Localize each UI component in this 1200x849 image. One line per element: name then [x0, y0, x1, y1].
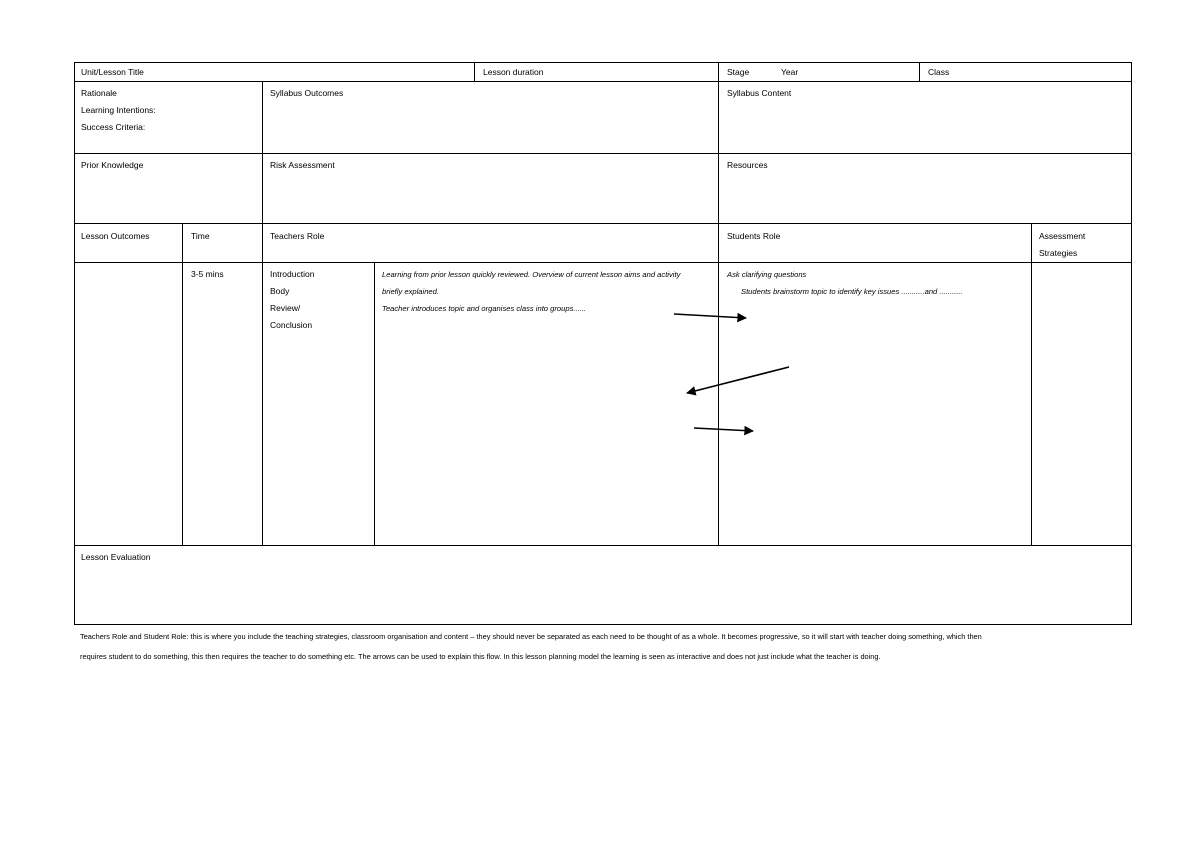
stage-label: Stage [727, 67, 750, 77]
year-label: Year [781, 67, 799, 77]
strategies-label: Strategies [1039, 248, 1078, 258]
syllabus-outcomes-label: Syllabus Outcomes [270, 88, 344, 98]
time-value: 3-5 mins [191, 269, 224, 279]
risk-assessment-label: Risk Assessment [270, 160, 335, 170]
teachers-role-label: Teachers Role [270, 231, 325, 241]
teacher-note-2: briefly explained. [382, 287, 439, 296]
syllabus-content-label: Syllabus Content [727, 88, 792, 98]
teacher-note-1: Learning from prior lesson quickly reviewed. Overview of current lesson aims and activity [382, 270, 681, 279]
time-label: Time [191, 231, 210, 241]
unit-title-label: Unit/Lesson Title [81, 67, 144, 77]
assessment-label: Assessment [1039, 231, 1086, 241]
arrow-left [687, 367, 789, 393]
phase-introduction: Introduction [270, 269, 315, 279]
footnote-line-1: Teachers Role and Student Role: this is where you include the teaching strategies, classroom organisation and content – they should never be separated as each need to be thought of as a whole. It becomes progressive, so it will start with teacher doing something, which then [80, 632, 982, 641]
arrow-right-2 [694, 428, 753, 431]
phase-conclusion: Conclusion [270, 320, 313, 330]
prior-knowledge-label: Prior Knowledge [81, 160, 144, 170]
lesson-evaluation-label: Lesson Evaluation [81, 552, 151, 562]
student-note-2: Students brainstorm topic to identify key issues ...........and ........... [741, 287, 963, 296]
student-note-1: Ask clarifying questions [727, 270, 807, 279]
rationale-label: Rationale [81, 88, 117, 98]
phase-body: Body [270, 286, 290, 296]
lesson-outcomes-label: Lesson Outcomes [81, 231, 150, 241]
teacher-note-3: Teacher introduces topic and organises class into groups...... [382, 304, 587, 313]
learning-intentions-label: Learning Intentions: [81, 105, 156, 115]
success-criteria-label: Success Criteria: [81, 122, 146, 132]
class-label: Class [928, 67, 950, 77]
students-role-label: Students Role [727, 231, 781, 241]
arrow-right-1 [674, 314, 746, 318]
footnote-line-2: requires student to do something, this then requires the teacher to do something etc. The arrows can be used to explain this flow. In this lesson planning model the learning is seen as interactive and does not just include what the teacher is doing. [80, 652, 881, 661]
phase-review: Review/ [270, 303, 301, 313]
duration-label: Lesson duration [483, 67, 544, 77]
footnote [80, 627, 1120, 667]
resources-label: Resources [727, 160, 768, 170]
